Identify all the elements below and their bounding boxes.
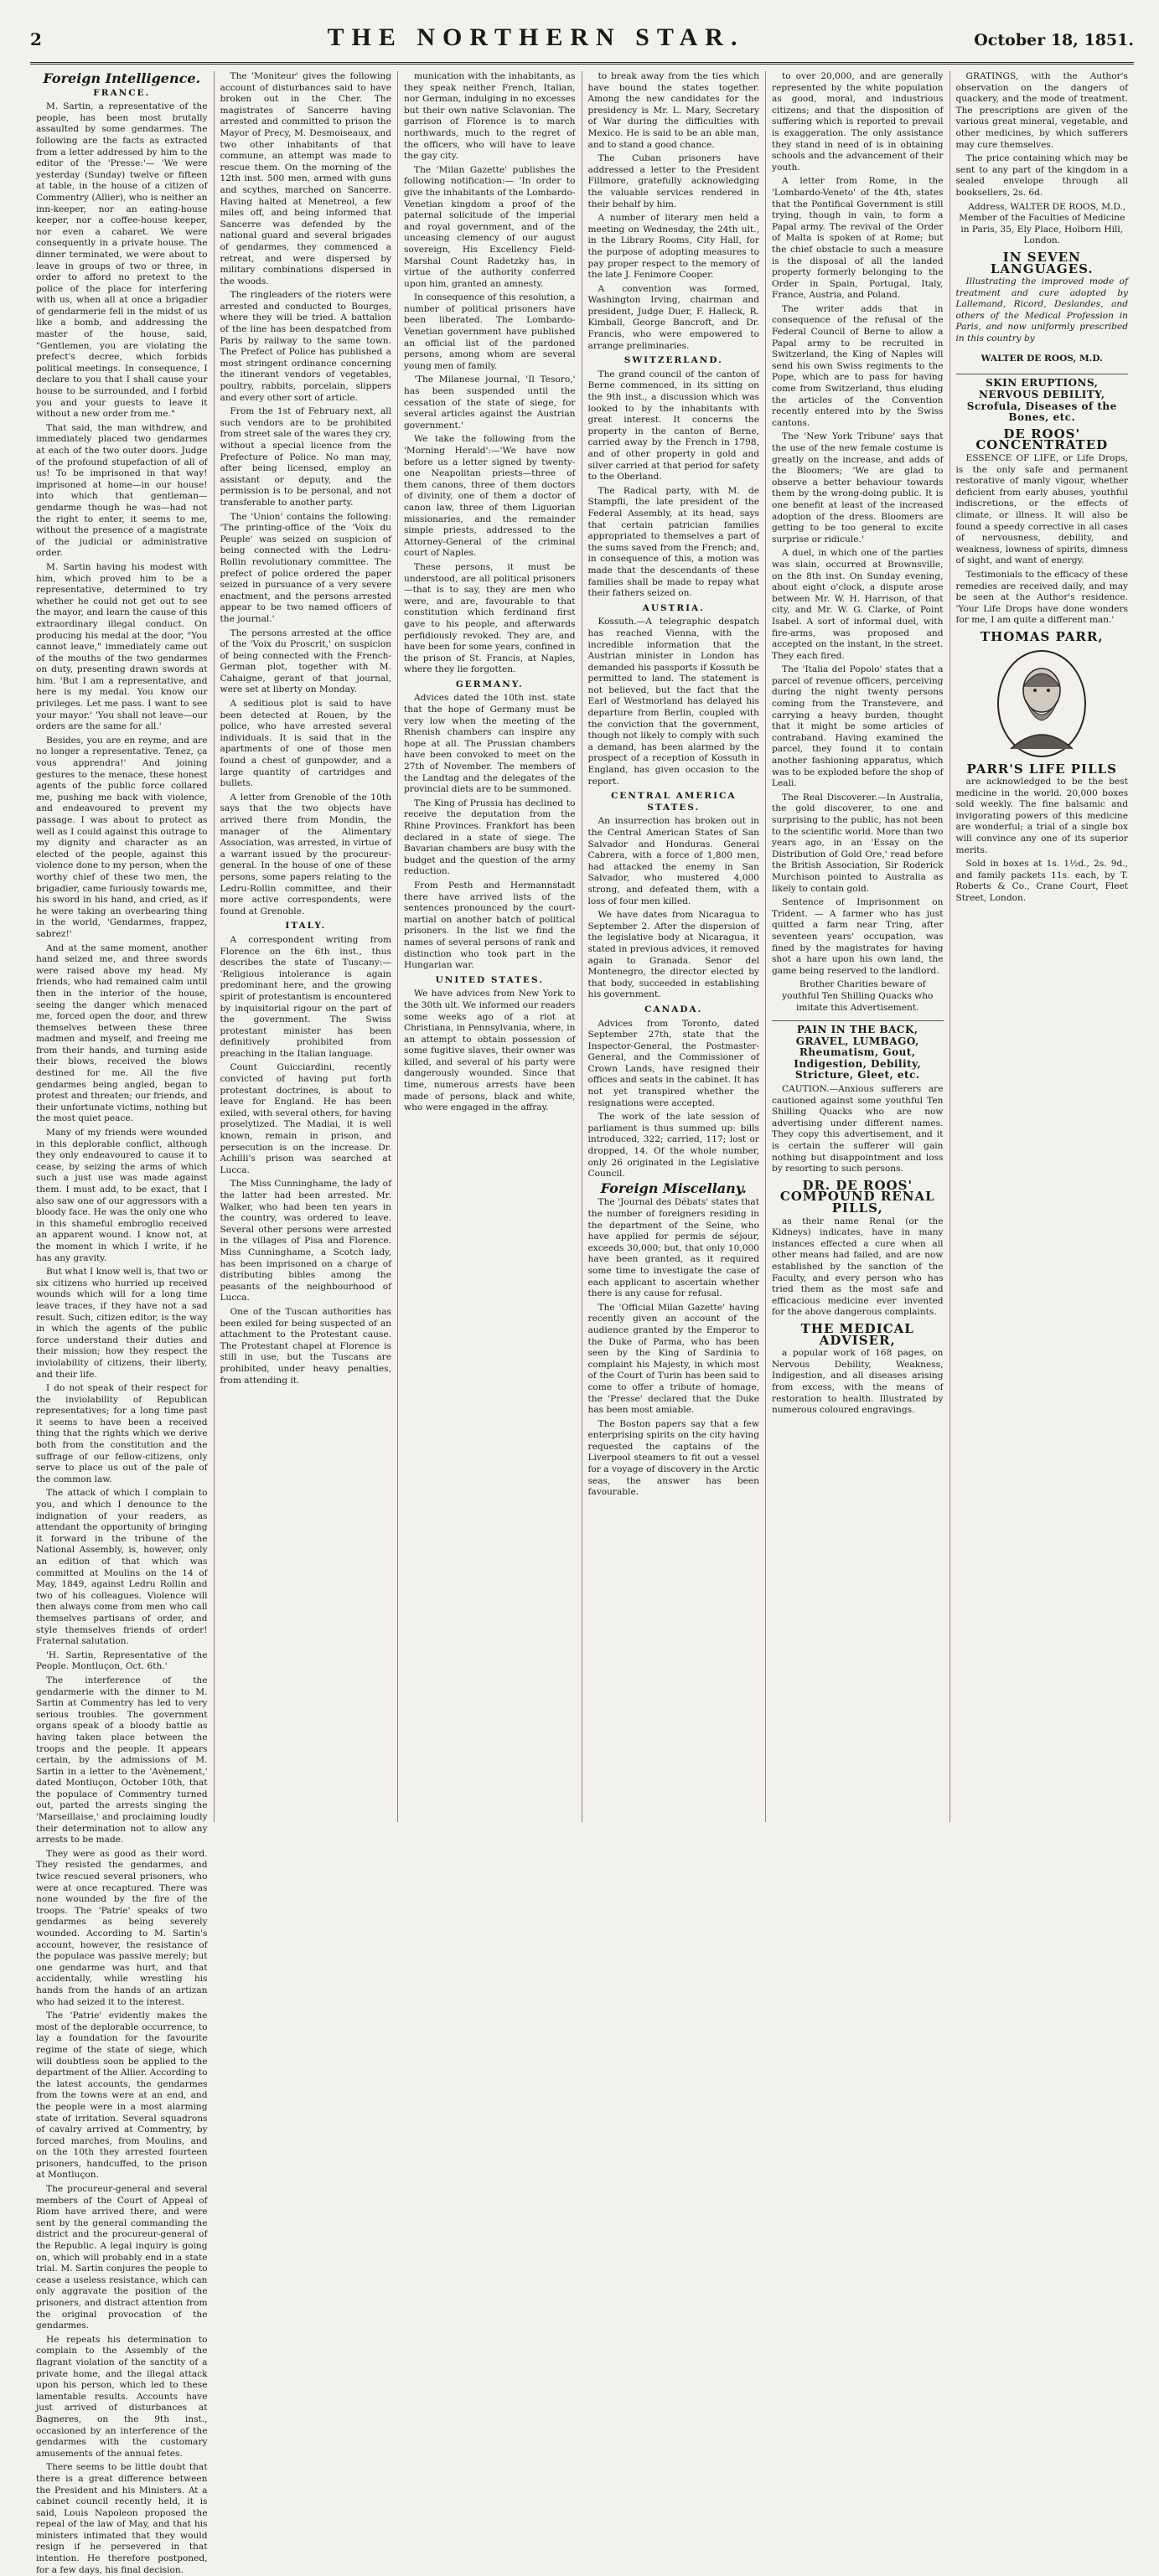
- section-title-foreign-intelligence: Foreign Intelligence.: [43, 70, 201, 86]
- columns: [30, 70, 1134, 2575]
- article-paragraph: The work of the late session of parliament is thus summed up: bills introduced, 322; carried, 117; lost or dropped, 14. Of the whole number, only 26 originated in the Legislative Council.: [587, 1112, 759, 1180]
- heading-united-states: UNITED STATES.: [435, 974, 544, 985]
- article-paragraph: The 'Official Milan Gazette' having recently given an account of the audience granted by the Emperor to the Duke of Parma, who has been seen by the King of Sardinia to complaint his Majesty, in which most of the Court of Turin has been said to come to offer a tribute of homage, the 'Presse' declared that the Duke has been most amiable.: [587, 1302, 759, 1416]
- ad-heading-concentrated: DE ROOS' CONCENTRATED: [975, 426, 1109, 453]
- article-paragraph: A correspondent writing from Florence on the 6th inst., thus describes the state of Tuscany:— 'Religious intolerance is again predominant here, and the growing spirit of protestantism is encountered by inquisitorial rigour on the part of the government. The Swiss protestant minister has been definitively prohibited from preaching in the Italian language.: [220, 934, 391, 1059]
- article-paragraph: The 'Moniteur' gives the following account of disturbances said to have broken out in the Cher. The magistrates of Sancerre having arrested and committed to prison the Mayor of Precy, M. Desmoiseaux, and two other inhabitants of that commune, an attempt was made to rescue them. On the morning of the 12th inst. 500 men, armed with guns and scythes, marched on Sancerre. Having halted at Menetreol, a few miles off, and being informed that Sancerre was defended by the national guard and several brigades of gendarmes, they commenced a retreat, and were dispersed by military combinations dispersed in the woods.: [220, 71, 391, 287]
- article-paragraph: A duel, in which one of the parties was slain, occurred at Brownsville, on the 8th inst. On Sunday evening, about eight o'clock, a dispute arose between Mr. W. H. Harrison, of that city, and Mr. W. G. Clarke, of Point Isabel. A sort of informal duel, with fire-arms, was proposed and accepted on the instant, in the street. They each fired.: [772, 548, 944, 661]
- letter-signature: 'H. Sartin, Representative of the People. Montluçon, Oct. 6th.': [36, 1649, 208, 1672]
- article-paragraph: Many of my friends were wounded in this deplorable conflict, although they only endeavoured to cause it to cease, by seizing the arms of which such a just use was made against them. I must add, to be exact, that I also saw one of our aggressors with a bloody face. He was the only one who in this shameful embroglio received an apparent wound. I know not, at the moment in which I write, if he has any gravity.: [36, 1128, 208, 1263]
- article-paragraph: There seems to be little doubt that there is a great difference between the President and his Ministers. At a cabinet council recently held, it is said, Louis Napoleon proposed the repeal of the law of May, and that his ministers intimated that they would resign if he persevered in that intention. He therefore postponed, for a few days, his final decision.: [36, 2462, 208, 2575]
- article-paragraph: Sentence of Imprisonment on Trident. — A farmer who has just quitted a farm near Tring, after seventeen years' occupation, was fined by the magistrates for having shot a hare upon his own land, the game being reserved to the landlord.: [772, 897, 944, 976]
- article-paragraph: The Miss Cunninghame, the lady of the latter had been arrested. Mr. Walker, who had been ten years in the country, was ordered to leave. Several other persons were arrested in the villages of Pisa and Florence. Miss Cunninghame, a Scotch lady, has been imprisoned on a charge of distributing bibles among the peasants of the neighbourhood of Lucca.: [220, 1179, 391, 1303]
- article-paragraph: Besides, you are en reyme, and are no longer a representative. Tenez, ça vous apprendra!' And joining gestures to the menace, these honest agents of the public force collared me, pushing me back with violence, and endeavoured to prevent my passage. I was about to protect as well as I could against this outrage to my dignity and character as an elected of the people, against this violence done to my person, when the worthy chief of these two men, the brigadier, came furiously towards me, his sword in his hand, and cried, as if he were taking an overbearing thing in the world, 'Gendarmes, frappez, sabrez!': [36, 735, 208, 939]
- article-paragraph: A letter from Grenoble of the 10th says that the two objects have arrived there from Mondin, the manager of the Alimentary Association, was arrested, in virtue of a warrant issued by the procureur-general. In the house of one of these persons, some papers relating to the Ledru-Rollin committee, and their more active correspondents, were found at Grenoble.: [220, 792, 391, 916]
- ad-heading-pain-in-back: PAIN IN THE BACK, GRAVEL, LUMBAGO, Rheumatism, Gout, Indigestion, Debility, Stricture, Gleet, etc.: [772, 1020, 944, 1082]
- ad-heading-parrs-life-pills: PARR'S LIFE PILLS: [966, 761, 1117, 777]
- advertisement-caution: Brother Charities beware of youthful Ten Shilling Quacks who imitate this Advertisement.: [782, 979, 934, 1013]
- article-paragraph: The 'Journal des Débats' states that the number of foreigners residing in the department of the Seine, who have applied for permis de séjour, exceeds 30,000; but, that only 10,000 have been granted, as it required some time to investigate the case of each applicant to ascertain whether there is any cause for refusal.: [587, 1197, 759, 1299]
- portrait-engraving-icon: [996, 648, 1088, 759]
- article-paragraph: A convention was formed, Washington Irving, chairman and president, Judge Duer, F. Halleck, R. Kimball, George Bancroft, and Dr. Francis, who were empowered to arrange preliminaries.: [587, 283, 759, 351]
- article-paragraph: The 'Union' contains the following: 'The printing-office of the 'Voix du Peuple' was seized on suspicion of being connected with the Ledru-Rollin revolutionary committee. The prefect of police ordered the paper seized in pursuance of a very severe enactment, and the persons arrested appear to be two named officers of the journal.': [220, 511, 391, 624]
- article-paragraph: The King of Prussia has declined to receive the deputation from the Rhine Provinces. Frankfort has been declared in a state of siege. The Bavarian chambers are busy with the budget and the question of the army reduction.: [404, 798, 576, 877]
- article-paragraph: The Real Discoverer.—In Australia, the gold discoverer, to one and surprising to the public, has not been to the scientific world. More than two years ago, in an 'Essay on the Distribution of Gold Ore,' read before the British Association, Sir Roderick Murchison pointed to Australia as likely to contain gold.: [772, 792, 944, 894]
- article-paragraph: From the 1st of February next, all such vendors are to be prohibited from street sale of the wares they cry, without a special licence from the Prefecture of Police. No man may, after being licensed, employ an assistant or deputy, and the permission is to be personal, and not transferable to another party.: [220, 406, 391, 508]
- ad-body: as their name Renal (or the Kidneys) indicates, have in many instances effected a cure when all other means had failed, and are now established by the sanction of the Faculty, and every person who has tried them as the most safe and efficacious medicine ever invented for the above dangerous complaints.: [772, 1216, 944, 1318]
- article-paragraph: The 'Italia del Popolo' states that a parcel of revenue officers, perceiving during the night twenty persons coming from the Transtevere, and carrying a heavy burden, thought that it might be some articles of contraband. Having examined the parcel, they found it to contain another fashioning apparatus, which was to be exploded before the shop of Leali.: [772, 664, 944, 789]
- article-paragraph: These persons, it must be understood, are all political prisoners—that is to say, they are men who were, and are, favourable to that constitution which ferdinand first gave to his people, and afterwards perfidiously revoked. They are, and have been for some years, confined in the prison of St. Francis, at Naples, where they lie forgotten.: [404, 561, 576, 675]
- newspaper-title: THE NORTHERN STAR.: [327, 23, 745, 51]
- article-paragraph: Advices from Toronto, dated September 27th, state that the Inspector-General, the Postmaster-General, and the Commissioner of Crown Lands, have resigned their offices and seats in the cabinet. It has not yet transpired whether the resignations were accepted.: [587, 1018, 759, 1108]
- article-paragraph: The Radical party, with M. de Stampfli, the late president of the Federal Assembly, at its head, says that certain patrician families appropriated to themselves a part of the sums saved from the French; and, in consequence of this, a motion was made that the descendants of these families shall be made to repay what their fathers seized on.: [587, 485, 759, 599]
- article-paragraph: The Cuban prisoners have addressed a letter to the President Fillmore, gratefully acknowledging the valuable services rendered in their behalf by him.: [587, 153, 759, 209]
- heading-italy: ITALY.: [285, 921, 327, 932]
- article-paragraph: A letter from Rome, in the 'Lombardo-Veneto' of the 4th, states that the Pontifical Government is still trying, though in vain, to form a Papal army. The revival of the Order of Malta is spoken of at Rome; but the chief obstacle to such a measure is the disposal of all the landed property formerly belonging to the Order in Spain, Portugal, Italy, France, Austria, and Poland.: [772, 176, 944, 301]
- article-paragraph: In consequence of this resolution, a number of political prisoners have been liberated. The Lombardo-Venetian government have published an official list of the pardoned persons, among whom are several young men of family.: [404, 292, 576, 371]
- issue-date: October 18, 1851.: [974, 31, 1134, 49]
- ad-testimonials: Testimonials to the efficacy of these remedies are received daily, and may be seen at the Author's residence. 'Your Life Drops have done wonders for me, I am quite a different man.': [955, 569, 1128, 626]
- ad-address: Address, WALTER DE ROOS, M.D., Member of the Faculties of Medicine in Paris, 35, Ely Place, Holborn Hill, London.: [959, 201, 1126, 246]
- column-3: [398, 71, 582, 1822]
- article-paragraph: The 'Milan Gazette' publishes the following notification:— 'In order to give the inhabitants of the Lombardo-Venetian kingdom a proof of the paternal solicitude of the imperial and royal government, and of the unceasing clemency of our august sovereign, His Excellency Field-Marshal Count Radetzky has, in virtue of the authority conferred upon him, granted an amnesty.: [404, 164, 576, 289]
- ad-heading-renal-pills: DR. DE ROOS' COMPOUND RENAL PILLS,: [779, 1177, 935, 1216]
- article-paragraph: An insurrection has broken out in the Central American States of San Salvador and Honduras. General Cabrera, with a force of 1,800 men, had attacked the enemy in San Salvador, who mustered 4,000 strong, and defeated them, with a loss of four men killed.: [587, 816, 759, 906]
- article-paragraph: Advices dated the 10th inst. state that the hope of Germany must be very low when the meeting of the Rhenish chambers can inspire any hope at all. The Prussian chambers have been convoked to meet on the 27th of November. The members of the Landtag and the delegates of the provincial diets are to be summoned.: [404, 693, 576, 795]
- ad-heading-seven-languages: IN SEVEN LANGUAGES.: [990, 249, 1094, 276]
- heading-switzerland: SWITZERLAND.: [623, 355, 723, 366]
- heading-germany: GERMANY.: [455, 679, 524, 689]
- article-paragraph: The 'Patrie' evidently makes the most of the deplorable occurrence, to lay a foundation for the favourite regime of the state of siege, which will doubtless soon be applied to the department of the Allier. According to the latest accounts, the gendarmes from the towns were at an end, and the people were in a most alarming state of irritation. Several squadrons of cavalry arrived at Commentry, by forced marches, from Moulins, and on the 10th they arrested fourteen prisoners, handcuffed, to the prison at Montluçon.: [36, 2011, 208, 2181]
- heading-central-america: CENTRAL AMERICA STATES.: [610, 791, 737, 813]
- article-paragraph: The attack of which I complain to you, and which I denounce to the indignation of your readers, as attendant the opportunity of bringing it forward in the tribune of the National Assembly, is, however, only an edition of that which was committed at Moulins on the 14 of May, 1849, against Ledru Rollin and two of his colleagues. Violence will then always come from men who call themselves partisans of order, and style themselves friends of order! Fraternal salutation.: [36, 1488, 208, 1647]
- ad-author: WALTER DE ROOS, M.D.: [980, 354, 1103, 364]
- article-paragraph: We have advices from New York to the 30th ult. We informed our readers some weeks ago of a riot at Christiana, in Pennsylvania, where, in an attempt to obtain possession of some fugitive slaves, their owner was killed, and several of his party were dangerously wounded. Since that time, numerous arrests have been made of persons, black and white, who were engaged in the affray.: [404, 989, 576, 1113]
- thomas-parr-portrait: [996, 648, 1088, 759]
- article-paragraph: One of the Tuscan authorities has been exiled for being suspected of an attachment to the Protestant cause. The Protestant chapel at Florence is still in use, but the Tuscans are prohibited, under heavy penalties, from attending it.: [220, 1306, 391, 1386]
- article-paragraph: The 'New York Tribune' says that the use of the new female costume is greatly on the increase, and adds of the Bloomers; 'We are glad to observe a better behaviour towards them by the wrong-doing public. It is one benefit at least of the increased adoption of the dress. Bloomers are getting to be too general to excite surprise or ridicule.': [772, 431, 944, 545]
- article-paragraph: And at the same moment, another hand seized me, and three swords were raised above my head. My friends, who had remained calm until then in the interior of the house, seeing the danger which menaced me, forced open the door, and threw themselves between these three madmen and myself, and freeing me from their hands, and turning aside their blows, received the blows destined for me. All the five gendarmes being angled, began to protest and threaten; our friends, and their unfortunate victims, nothing but the most quiet peace.: [36, 942, 208, 1124]
- column-4: [582, 71, 767, 1822]
- article-paragraph: They were as good as their word. They resisted the gendarmes, and twice rescued several prisoners, who were at once recaptured. There was none wounded by the fire of the troops. The 'Patrie' speaks of two gendarmes as being severely wounded. According to M. Sartin's account, however, the resistance of the populace was passive merely; but one gendarme was hurt, and that accidentally, while wrestling his hands from the hands of an artizan who had seized it to the interest.: [36, 1848, 208, 2007]
- article-paragraph: to over 20,000, and are generally represented by the white population as good, moral, and industrious citizens; and that the disposition of suffering which is reported to prevail is exaggeration. The only assistance they stand in need of is in obtaining schools and the advancement of their youth.: [772, 71, 944, 173]
- article-paragraph: We have dates from Nicaragua to September 2. After the dispersion of the legislative body at Nicaragua, it stated in previous advices, it removed again to Granada. Senor del Montenegro, the director elected by that body, succeeded in establishing his government.: [587, 910, 759, 1000]
- ad-price: The price containing which may be sent to any part of the kingdom in a sealed envelope through all booksellers, 2s. 6d.: [955, 153, 1128, 198]
- article-paragraph: M. Sartin, a representative of the people, has been most brutally assaulted by some gendarmes. The following are the facts as extracted from a letter addressed by him to the editor of the 'Presse:'— 'We were yesterday (Sunday) twelve or fifteen at table, in the house of a citizen of Commentry (Allier), who is neither an inn-keeper, nor an eating-house keeper, nor a coffee-house keeper, nor even a cabaret. We were consequently in a private house. The dinner terminated, we were about to leave in groups of two or three, in order to afford no pretext to the police of the place for interfering with us, when all at once a brigadier of gendarmerie fell in the midst of us like a bomb, and addressing the master of the house, said, "Gentlemen, you are violating the prefect's decree, which forbids political meetings. In consequence, I declare to you that I shall cause your house to be surrounded, and I forbid you and your guests to leave it without a new order from me.": [36, 101, 208, 420]
- ad-body: GRATINGS, with the Author's observation on the dangers of quackery, and the mode of treatment. The prescriptions are given of the various great mineral, vegetable, and other medicines, by which sufferers may cure themselves.: [955, 71, 1128, 150]
- article-paragraph: The Boston papers say that a few enterprising spirits on the city having requested the captains of the Liverpool steamers to fit out a vessel for a voyage of discovery in the Arctic seas, the answer has been favourable.: [587, 1418, 759, 1498]
- article-paragraph: Count Guicciardini, recently convicted of having put forth protestant doctrines, is about to leave for England. He has been exiled, with several others, for having proselytized. The Madiai, it is well known, remain in prison, and persecution is on the increase. Dr. Achilli's prison was searched at Lucca.: [220, 1062, 391, 1175]
- ad-body: CAUTION.—Anxious sufferers are cautioned against some youthful Ten Shilling Quacks who are now advertising under different names. They copy this advertisement, and it is certain the sufferer will gain nothing but disappointment and loss by resorting to such persons.: [772, 1084, 944, 1174]
- masthead: [30, 23, 1134, 65]
- portrait-caption: THOMAS PARR,: [980, 628, 1104, 644]
- ad-body: a popular work of 168 pages, on Nervous Debility, Weakness, Indigestion, and all diseases arising from excess, with the means of restoration to health. Illustrated by numerous coloured engravings.: [772, 1348, 944, 1416]
- article-paragraph: to break away from the ties which have bound the states together. Among the new candidates for the presidency is Mr. L. Mary, Secretary of War during the difficulties with Mexico. He is said to be an able man, and to stand a good chance.: [587, 71, 759, 150]
- article-paragraph: The writer adds that in consequence of the refusal of the Federal Council of Berne to allow a Papal army to be recruited in Switzerland, the King of Naples will send his own Swiss regiments to the Pope, which are to pass for having come from Switzerland, thus eluding the articles of the Convention recently entered into by the Swiss cantons.: [772, 303, 944, 428]
- column-6: [950, 71, 1135, 1822]
- article-paragraph: From Pesth and Hermannstadt there have arrived lists of the sentences pronounced by the court-martial on another batch of political prisoners. In the list we find the names of several persons of rank and distinction who took part in the Hungarian war.: [404, 880, 576, 971]
- heading-austria: AUSTRIA.: [642, 602, 705, 613]
- article-paragraph: A number of literary men held a meeting on Wednesday, the 24th ult., in the Library Rooms, City Hall, for the purpose of adopting measures to pay proper respect to the memory of the late J. Fenimore Cooper.: [587, 213, 759, 281]
- article-paragraph: M. Sartin having his modest with him, which proved him to be a representative, determined to try whether he could not get out to see the mayor, and learn the cause of this extraordinary illegal conduct. On producing his medal at the door, "You cannot leave," immediately came out of the mouths of the two gendarmes on duty, presenting drawn swords at him. 'But I am a representative, and here is my medal. You know our privileges. Let me pass. I want to see your mayor.' 'You shall not leave—our orders are the same for all.': [36, 561, 208, 732]
- article-paragraph: The ringleaders of the rioters were arrested and conducted to Bourges, where they will be tried. A battalion of the line has been despatched from Paris by railway to the same town. The Prefect of Police has published a most stringent ordinance concerning the itinerant vendors of vegetables, poultry, rabbits, porcelain, slippers and every other sort of article.: [220, 290, 391, 403]
- article-paragraph: I do not speak of their respect for the inviolability of Republican representatives; for a long time past it seems to have been a received thing that the rights which we derive both from the constitution and the suffrage of our fellow-citizens, only serve to place us out of the pale of the common law.: [36, 1383, 208, 1484]
- article-paragraph: The persons arrested at the office of the 'Voix du Proscrit,' on suspicion of being connected with the French-German plot, together with M. Cahaigne, gerant of that journal, were set at liberty on Monday.: [220, 627, 391, 695]
- article-paragraph: Kossuth.—A telegraphic despatch has reached Vienna, with the incredible information that the Austrian minister in London has demanded his passports if Kossuth be permitted to land. The statement is not believed, but the fact that the Earl of Westmorland has delayed his departure from Berlin, coupled with the conviction that the government, though not likely to comply with such a demand, has been alarmed by the prospect of a reception of Kossuth in England, has given occasion to the report.: [587, 617, 759, 787]
- article-paragraph: But what I know well is, that two or six citizens who hurried up received wounds which will for a long time leave traces, if they have not a sad result. Such, citizen editor, is the way in which the agents of the public force understand their duties and their mission; how they respect the inviolability of citizens, their liberty, and their life.: [36, 1267, 208, 1380]
- article-paragraph: We take the following from the 'Morning Herald':—'We have now before us a letter signed by twenty-one Neapolitan priests—three of them canons, three of them doctors of divinity, one of them a doctor of canon law, three of them Liguorian missionaries, and the remainder simple priests, addressed to the Attorney-General of the criminal court of Naples.: [404, 434, 576, 559]
- article-paragraph: The procureur-general and several members of the Court of Appeal of Riom have arrived there, and were sent by the general commanding the district and the procureur-general of the Republic. A legal inquiry is going on, which will probably end in a state trial. M. Sartin conjures the people to cease a useless resistance, which can only aggravate the position of the prisoners, and distract attention from the original provocation of the gendarmes.: [36, 2184, 208, 2331]
- article-paragraph: The grand council of the canton of Berne commenced, in its sitting on the 9th inst., a discussion which was looked to by the inhabitants with great interest. It concerns the property in the canton of Berne, carried away by the French in 1798, and of other property in gold and silver carried at that period for safety to the Oberland.: [587, 369, 759, 483]
- column-1: [30, 70, 215, 2575]
- article-paragraph: 'The Milanese journal, 'Il Tesoro,' has been suspended until the cessation of the state of siege, for several articles against the Austrian government.': [404, 374, 576, 431]
- ad-heading-medical-adviser: THE MEDICAL ADVISER,: [800, 1320, 914, 1348]
- heading-france: FRANCE.: [93, 87, 151, 98]
- section-title-foreign-miscellany: Foreign Miscellany.: [600, 1180, 747, 1196]
- ad-heading-skin-eruptions: SKIN ERUPTIONS, NERVOUS DEBILITY, Scrofula, Diseases of the Bones, etc.: [956, 374, 1129, 423]
- article-paragraph: A seditious plot is said to have been detected at Rouen, by the police, who have arrested several individuals. It is said that in the apartments of one of those men found a chest of gunpowder, and a large quantity of cartridges and bullets.: [220, 699, 391, 789]
- ad-body: ESSENCE OF LIFE, or Life Drops, is the only safe and permanent restorative of manly vigour, whether deficient from early abuses, youthful indiscretions, or the effects of climate, or illness. It will also be found a speedy corrective in all cases of nervousness, debility, and weakness, lowness of spirits, dimness of sight, and want of energy.: [955, 453, 1128, 566]
- column-5: [766, 71, 950, 1822]
- column-2: [215, 71, 399, 1822]
- article-paragraph: The interference of the gendarmerie with the dinner to M. Sartin at Commentry has led to very serious troubles. The government organs speak of a bloody battle as having taken place between the troops and the people. It appears certain, by the admissions of M. Sartin in a letter to the 'Avènement,' dated Montluçon, October 10th, that the populace of Commentry turned out, parted the arrests singing the 'Marseillaise,' and proclaiming loudly their determination not to allow any arrests to be made.: [36, 1675, 208, 1846]
- article-paragraph: That said, the man withdrew, and immediately placed two gendarmes at each of the two outer doors. Judge of the profound stupefaction of all of us! To be imprisoned in that way! imprisoned at home—in our house! into which that gentleman—gendarme though he was—had not the right to enter, it seems to me, without the presence of a magistrate of the judicial or administrative order.: [36, 422, 208, 559]
- ad-body: Illustrating the improved mode of treatment and cure adopted by Lallemand, Ricord, Deslandes, and others of the Medical Profession in Paris, and now uniformly prescribed in this country by: [955, 276, 1128, 344]
- heading-canada: CANADA.: [644, 1004, 703, 1014]
- ad-footer: Sold in boxes at 1s. 1½d., 2s. 9d., and family packets 11s. each, by T. Roberts & Co., Crane Court, Fleet Street, London.: [955, 859, 1128, 904]
- ad-body: are acknowledged to be the best medicine in the world. 20,000 boxes sold weekly. The fine balsamic and invigorating powers of this medicine are wonderful; a trial of a single box will convince any one of its superior merits.: [955, 777, 1128, 855]
- article-paragraph: munication with the inhabitants, as they speak neither French, Italian, nor German, indulging in no excesses but their own native Sclavonian. The garrison of Florence is to march northwards, much to the regret of the officers, who will have to leave the gay city.: [404, 71, 576, 162]
- page-number: 2: [30, 29, 42, 49]
- article-paragraph: He repeats his determination to complain to the Assembly of the flagrant violation of the sanctity of a private home, and the illegal attack upon his person, which led to these lamentable results. Accounts have just arrived of disturbances at Bagneres, on the 9th inst., occasioned by an interference of the gendarmes with the customary amusements of the annual fetes.: [36, 2334, 208, 2459]
